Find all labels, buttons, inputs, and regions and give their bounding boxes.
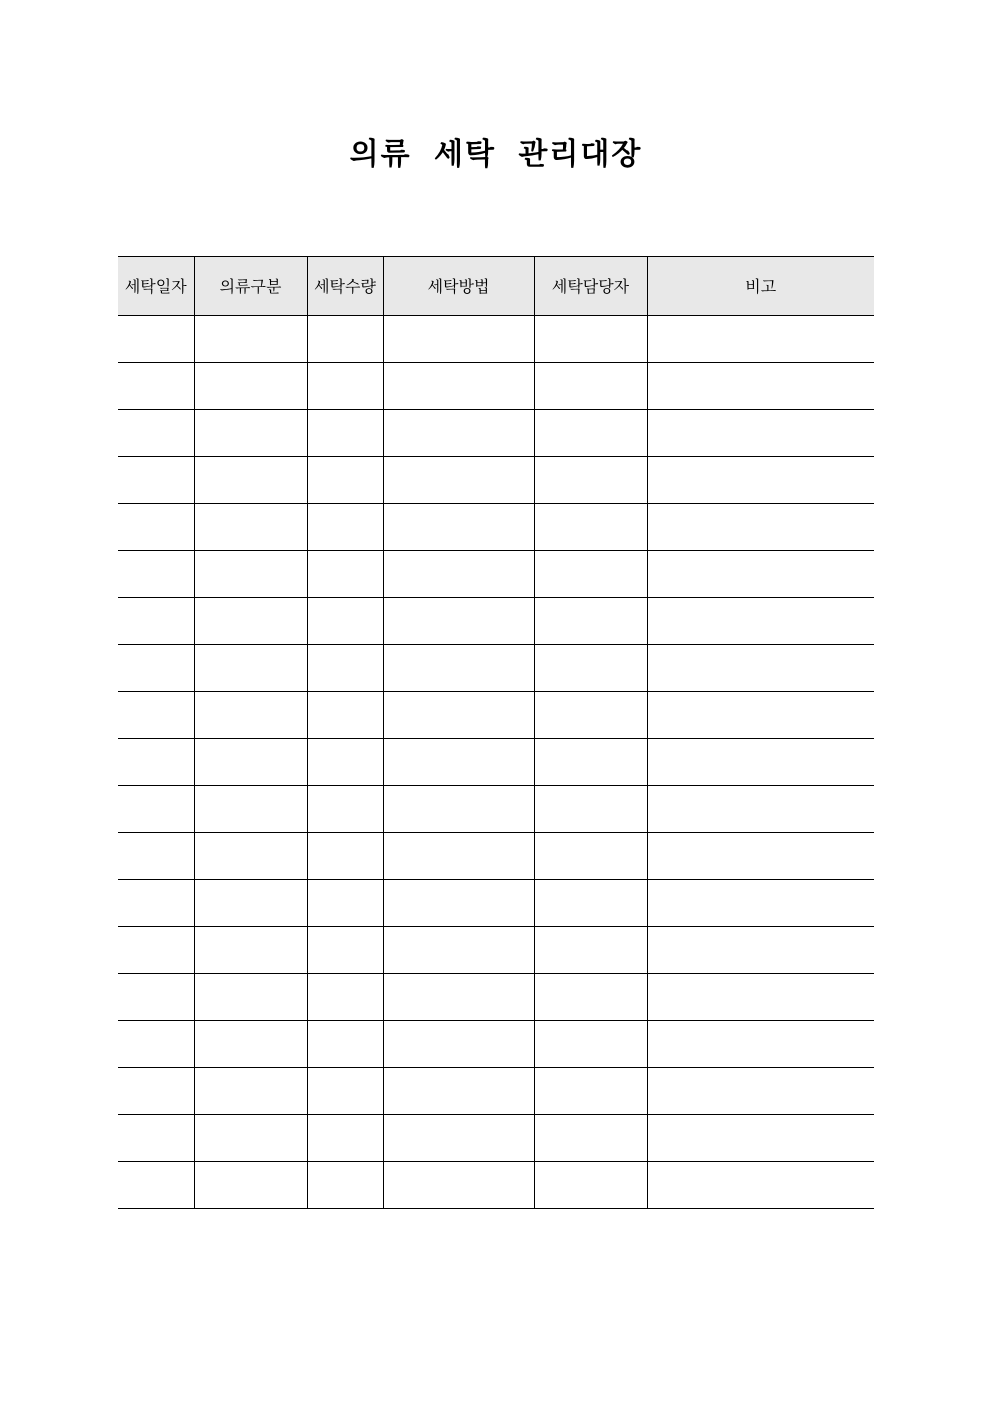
cell-clothing-type[interactable]	[194, 316, 307, 363]
cell-remarks[interactable]	[647, 880, 874, 927]
cell-wash-method[interactable]	[383, 927, 534, 974]
header-remarks: 비고	[647, 257, 874, 316]
table-row	[118, 739, 874, 786]
cell-wash-quantity[interactable]	[307, 1068, 383, 1115]
cell-wash-method[interactable]	[383, 739, 534, 786]
cell-wash-method[interactable]	[383, 410, 534, 457]
cell-clothing-type[interactable]	[194, 457, 307, 504]
cell-clothing-type[interactable]	[194, 833, 307, 880]
table-row	[118, 786, 874, 833]
cell-wash-manager[interactable]	[534, 786, 647, 833]
cell-wash-manager[interactable]	[534, 739, 647, 786]
cell-clothing-type[interactable]	[194, 551, 307, 598]
cell-wash-date[interactable]	[118, 551, 194, 598]
cell-wash-method[interactable]	[383, 692, 534, 739]
cell-wash-method[interactable]	[383, 833, 534, 880]
cell-wash-date[interactable]	[118, 1162, 194, 1209]
cell-wash-date[interactable]	[118, 598, 194, 645]
cell-wash-method[interactable]	[383, 316, 534, 363]
cell-wash-manager[interactable]	[534, 1068, 647, 1115]
table-row	[118, 1068, 874, 1115]
cell-wash-date[interactable]	[118, 739, 194, 786]
cell-wash-manager[interactable]	[534, 927, 647, 974]
cell-remarks[interactable]	[647, 739, 874, 786]
cell-wash-date[interactable]	[118, 457, 194, 504]
cell-wash-date[interactable]	[118, 316, 194, 363]
cell-clothing-type[interactable]	[194, 692, 307, 739]
cell-wash-quantity[interactable]	[307, 645, 383, 692]
cell-wash-date[interactable]	[118, 410, 194, 457]
cell-wash-method[interactable]	[383, 551, 534, 598]
cell-wash-method[interactable]	[383, 363, 534, 410]
cell-wash-manager[interactable]	[534, 363, 647, 410]
table-row	[118, 363, 874, 410]
cell-clothing-type[interactable]	[194, 1162, 307, 1209]
table-row	[118, 880, 874, 927]
header-wash-quantity: 세탁수량	[307, 257, 383, 316]
cell-wash-manager[interactable]	[534, 1021, 647, 1068]
cell-wash-method[interactable]	[383, 1021, 534, 1068]
cell-wash-method[interactable]	[383, 457, 534, 504]
cell-remarks[interactable]	[647, 927, 874, 974]
cell-clothing-type[interactable]	[194, 974, 307, 1021]
cell-clothing-type[interactable]	[194, 504, 307, 551]
cell-wash-method[interactable]	[383, 880, 534, 927]
table-row	[118, 833, 874, 880]
cell-wash-date[interactable]	[118, 645, 194, 692]
cell-wash-quantity[interactable]	[307, 316, 383, 363]
cell-remarks[interactable]	[647, 645, 874, 692]
table-row	[118, 598, 874, 645]
table-header-row	[118, 257, 874, 316]
cell-remarks[interactable]	[647, 410, 874, 457]
cell-remarks[interactable]	[647, 1162, 874, 1209]
header-clothing-type: 의류구분	[194, 257, 307, 316]
cell-remarks[interactable]	[647, 457, 874, 504]
cell-remarks[interactable]	[647, 316, 874, 363]
cell-wash-quantity[interactable]	[307, 833, 383, 880]
page-title: 의류 세탁 관리대장	[349, 137, 643, 172]
table-row	[118, 1021, 874, 1068]
cell-wash-manager[interactable]	[534, 598, 647, 645]
cell-remarks[interactable]	[647, 1115, 874, 1162]
cell-wash-quantity[interactable]	[307, 504, 383, 551]
cell-remarks[interactable]	[647, 363, 874, 410]
cell-wash-manager[interactable]	[534, 692, 647, 739]
cell-wash-manager[interactable]	[534, 974, 647, 1021]
table-body	[118, 316, 874, 1209]
header-wash-method: 세탁방법	[383, 257, 534, 316]
cell-wash-manager[interactable]	[534, 1162, 647, 1209]
cell-wash-manager[interactable]	[534, 1115, 647, 1162]
cell-clothing-type[interactable]	[194, 739, 307, 786]
cell-wash-quantity[interactable]	[307, 598, 383, 645]
header-wash-manager: 세탁담당자	[534, 257, 647, 316]
table-row	[118, 316, 874, 363]
cell-wash-method[interactable]	[383, 598, 534, 645]
cell-wash-date[interactable]	[118, 1068, 194, 1115]
table-row	[118, 551, 874, 598]
cell-clothing-type[interactable]	[194, 363, 307, 410]
cell-wash-date[interactable]	[118, 833, 194, 880]
cell-wash-date[interactable]	[118, 927, 194, 974]
cell-remarks[interactable]	[647, 598, 874, 645]
cell-wash-quantity[interactable]	[307, 739, 383, 786]
cell-remarks[interactable]	[647, 692, 874, 739]
cell-wash-method[interactable]	[383, 1068, 534, 1115]
cell-clothing-type[interactable]	[194, 410, 307, 457]
table-row	[118, 645, 874, 692]
cell-wash-quantity[interactable]	[307, 927, 383, 974]
cell-remarks[interactable]	[647, 974, 874, 1021]
cell-wash-quantity[interactable]	[307, 457, 383, 504]
cell-wash-manager[interactable]	[534, 645, 647, 692]
cell-clothing-type[interactable]	[194, 927, 307, 974]
table-row	[118, 1115, 874, 1162]
header-wash-date: 세탁일자	[118, 257, 194, 316]
cell-remarks[interactable]	[647, 504, 874, 551]
cell-wash-date[interactable]	[118, 1115, 194, 1162]
cell-wash-manager[interactable]	[534, 880, 647, 927]
cell-clothing-type[interactable]	[194, 1115, 307, 1162]
cell-clothing-type[interactable]	[194, 786, 307, 833]
cell-wash-date[interactable]	[118, 880, 194, 927]
cell-remarks[interactable]	[647, 551, 874, 598]
table-row	[118, 692, 874, 739]
cell-wash-method[interactable]	[383, 974, 534, 1021]
cell-wash-date[interactable]	[118, 786, 194, 833]
cell-wash-quantity[interactable]	[307, 1021, 383, 1068]
cell-clothing-type[interactable]	[194, 880, 307, 927]
cell-wash-manager[interactable]	[534, 551, 647, 598]
cell-wash-quantity[interactable]	[307, 551, 383, 598]
cell-wash-quantity[interactable]	[307, 1115, 383, 1162]
cell-wash-manager[interactable]	[534, 833, 647, 880]
cell-remarks[interactable]	[647, 1068, 874, 1115]
cell-wash-date[interactable]	[118, 692, 194, 739]
cell-wash-method[interactable]	[383, 1115, 534, 1162]
table-row	[118, 410, 874, 457]
cell-wash-date[interactable]	[118, 1021, 194, 1068]
table-row	[118, 504, 874, 551]
cell-clothing-type[interactable]	[194, 1068, 307, 1115]
cell-wash-manager[interactable]	[534, 316, 647, 363]
table-row	[118, 927, 874, 974]
table-row	[118, 457, 874, 504]
cell-wash-manager[interactable]	[534, 410, 647, 457]
cell-wash-date[interactable]	[118, 363, 194, 410]
cell-wash-quantity[interactable]	[307, 974, 383, 1021]
cell-wash-method[interactable]	[383, 645, 534, 692]
table-row	[118, 1162, 874, 1209]
cell-wash-method[interactable]	[383, 786, 534, 833]
cell-wash-date[interactable]	[118, 504, 194, 551]
cell-remarks[interactable]	[647, 786, 874, 833]
cell-wash-quantity[interactable]	[307, 880, 383, 927]
cell-wash-manager[interactable]	[534, 457, 647, 504]
cell-clothing-type[interactable]	[194, 645, 307, 692]
cell-wash-manager[interactable]	[534, 504, 647, 551]
laundry-ledger-table	[118, 256, 874, 1209]
cell-wash-quantity[interactable]	[307, 1162, 383, 1209]
cell-wash-method[interactable]	[383, 1162, 534, 1209]
cell-wash-quantity[interactable]	[307, 363, 383, 410]
cell-wash-quantity[interactable]	[307, 692, 383, 739]
cell-wash-quantity[interactable]	[307, 786, 383, 833]
cell-remarks[interactable]	[647, 833, 874, 880]
cell-wash-date[interactable]	[118, 974, 194, 1021]
cell-clothing-type[interactable]	[194, 1021, 307, 1068]
table-row	[118, 974, 874, 1021]
cell-remarks[interactable]	[647, 1021, 874, 1068]
cell-clothing-type[interactable]	[194, 598, 307, 645]
cell-wash-quantity[interactable]	[307, 410, 383, 457]
cell-wash-method[interactable]	[383, 504, 534, 551]
